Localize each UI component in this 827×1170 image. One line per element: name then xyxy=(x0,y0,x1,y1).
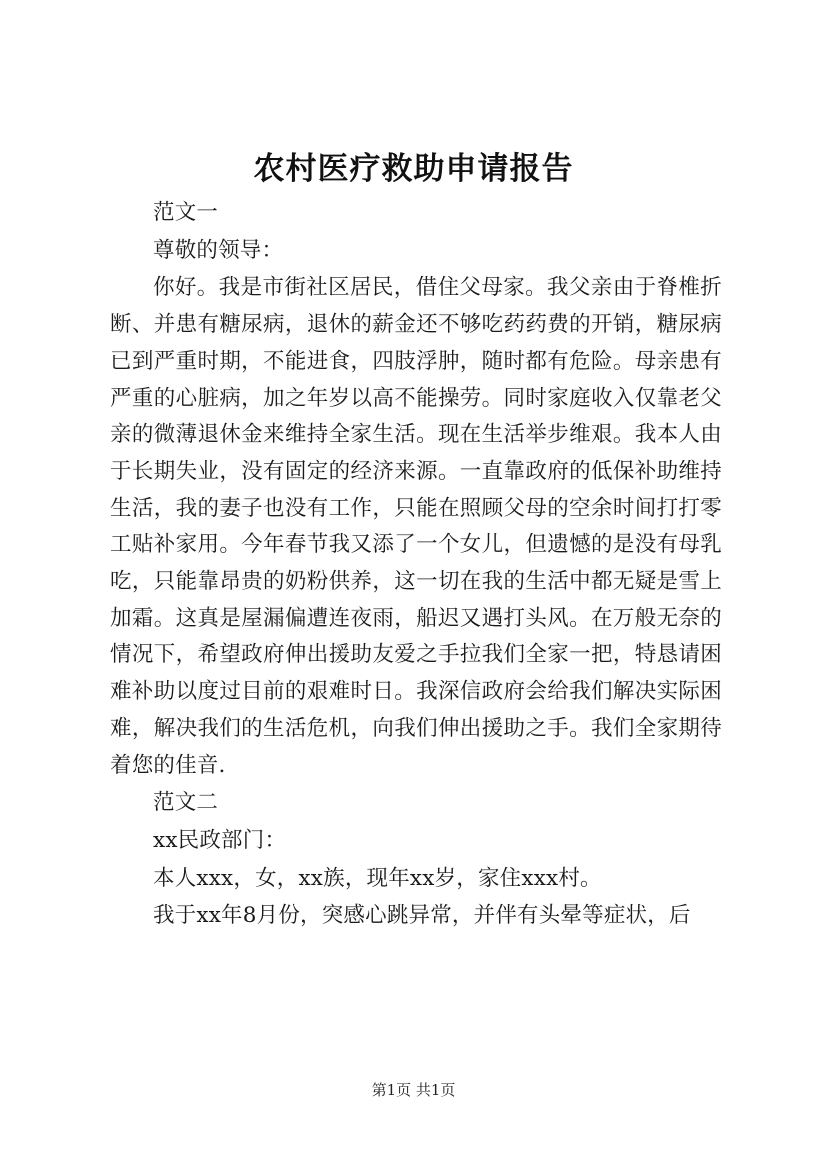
body-paragraph-second: 我于xx年8月份，突感心跳异常，并伴有头晕等症状，后 xyxy=(153,903,691,929)
salutation: 尊敬的领导： xyxy=(153,237,284,263)
addressee: xx民政部门： xyxy=(153,827,287,853)
heading-sample-one: 范文一 xyxy=(153,200,219,225)
personal-info: 本人xxx，女，xx族，现年xx岁，家住xxx村。 xyxy=(153,865,602,891)
page-number: 第1页 共1页 xyxy=(371,1081,456,1099)
document-body xyxy=(110,195,722,935)
heading-sample-two: 范文二 xyxy=(153,790,219,816)
document-title: 农村医疗救助申请报告 xyxy=(253,151,574,187)
body-paragraph-main: 你好。我是市街社区居民，借住父母家。我父亲由于脊椎折断、并患有糖尿病，退休的薪金还不够吃药药费的开销，糖尿病已到严重时期，不能进食，四肢浮肿，随时都有危险。母亲患有严重的心脏病，加之年岁以高不能操劳。同时家庭收入仅靠老父亲的微薄退休金来维持全家生活。现在生活举步维艰。我本人由于长期失业，没有固定的经济来源。一直靠政府的低保补助维持生活，我的妻子也没有工作，只能在照顾父母的空余时间打打零工贴补家用。今年春节我又添了一个女儿，但遗憾的是没有母乳吃，只能靠昂贵的奶粉供养，这一切在我的生活中都无疑是雪上加霜。这真是屋漏偏遭连夜雨，船迟又遇打头风。在万般无奈的情况下，希望政府伸出援助友爱之手拉我们全家一把，特恳请困难补助以度过目前的艰难时日。我深信政府会给我们解决实际困难，解决我们的生活危机，向我们伸出援助之手。我们全家期待着您的佳音. xyxy=(110,275,722,778)
